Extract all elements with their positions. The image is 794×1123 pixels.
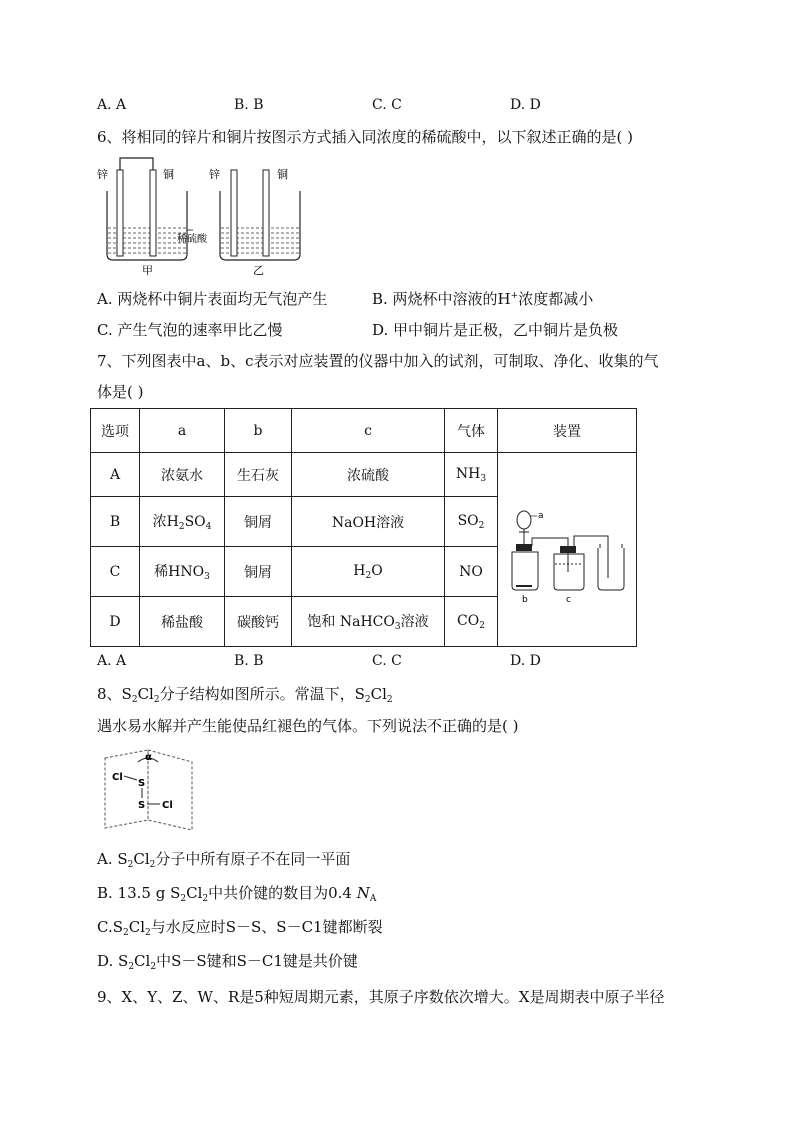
q8-b-na-sub: A — [369, 894, 377, 904]
label-alpha: α — [145, 752, 152, 763]
q8-stem-line2: 遇水易水解并产生能使品红褪色的气体。下列说法不正确的是( ) — [97, 717, 519, 735]
row-a-reagent-b: 生石灰 — [225, 453, 292, 497]
q5-option-c: C. C — [372, 97, 402, 113]
q8-d-post: 中S－S键和S－C1键是共价键 — [156, 952, 358, 970]
label-cl-2: Cl — [162, 800, 173, 811]
q8-option-d — [97, 950, 358, 972]
q8-b-sub1: 2 — [180, 894, 187, 904]
label-yi: 乙 — [253, 264, 264, 277]
q8-option-b — [97, 882, 376, 904]
q6-option-d: D. 甲中铜片是正极，乙中铜片是负极 — [372, 321, 619, 339]
row-a-option: A — [91, 453, 140, 497]
q8-l1-sub1: 2 — [131, 695, 138, 705]
header-apparatus: 装置 — [498, 409, 637, 453]
label-copper-yi: 铜 — [277, 168, 288, 181]
q8-c-sub2: 2 — [145, 928, 151, 938]
q8-a-cl: Cl — [133, 850, 150, 868]
row-c-reagent-c — [292, 547, 445, 597]
q6-stem: 6、将相同的锌片和铜片按图示方式插入同浓度的稀硫酸中，以下叙述正确的是( ) — [97, 128, 634, 146]
row-b-reagent-c: NaOH溶液 — [292, 497, 445, 547]
row-c-reagent-b: 铜屑 — [225, 547, 292, 597]
q8-b-cl: Cl — [186, 884, 203, 902]
row-d-reagent-a: 稀盐酸 — [140, 597, 225, 647]
q8-c-cl: Cl — [128, 918, 146, 936]
row-c-option: C — [91, 547, 140, 597]
q8-b-mid: 中共价键的数目为0.4 — [208, 884, 357, 902]
q8-b-na: N — [356, 884, 370, 902]
q6-option-c: C. 产生气泡的速率甲比乙慢 — [97, 321, 283, 339]
q8-l1-cl: Cl — [137, 685, 154, 703]
label-zinc-yi: 锌 — [209, 168, 220, 181]
row-c-a-part1: 稀HNO — [154, 564, 205, 580]
q8-a-sub1: 2 — [127, 860, 134, 870]
row-d-c-sub: 3 — [394, 622, 401, 632]
q8-d-cl: Cl — [134, 952, 151, 970]
header-c: c — [292, 409, 445, 453]
q8-l1-cl2: Cl — [370, 685, 387, 703]
label-jia: 甲 — [142, 264, 153, 277]
q8-c-post: 与水反应时S－S、S－C1键都断裂 — [150, 918, 383, 936]
q8-b-sub2: 2 — [202, 894, 209, 904]
q8-l1-mid: 分子结构如图所示。常温下，S — [159, 685, 365, 703]
q7-option-d: D. D — [510, 653, 541, 669]
row-c-gas: NO — [445, 547, 498, 597]
row-d-option: D — [91, 597, 140, 647]
apparatus-label-a: a — [538, 510, 544, 521]
q6-option-b — [372, 288, 593, 309]
s2cl2-structure-figure — [100, 748, 200, 836]
row-a-gas-sub: 3 — [480, 473, 487, 484]
q8-d-pre: D. S — [97, 952, 129, 970]
q8-l1-a: 8、S — [97, 685, 132, 703]
row-b-gas-sub: 2 — [478, 520, 485, 531]
row-a-gas-formula: NH — [455, 465, 481, 482]
row-b-gas — [445, 497, 498, 547]
q8-option-a — [97, 848, 350, 870]
header-a: a — [140, 409, 225, 453]
label-s-1: S — [138, 778, 146, 789]
label-copper-jia: 铜 — [163, 168, 174, 181]
row-d-c-part1: 饱和 NaHCO — [307, 614, 395, 630]
row-c-c-part1: H — [353, 562, 366, 579]
q6-option-b-suffix: 浓度都减小 — [518, 290, 594, 308]
q5-option-d: D. D — [510, 97, 541, 113]
apparatus-label-b: b — [522, 594, 528, 605]
q6-option-b-prefix: B. 两烧杯中溶液的H — [372, 290, 511, 308]
row-d-gas-formula: CO — [457, 612, 480, 629]
row-b-a-sub1: 2 — [178, 522, 185, 532]
table-row — [91, 453, 637, 497]
row-b-option: B — [91, 497, 140, 547]
label-zinc-jia: 锌 — [97, 168, 108, 181]
q8-l1-sub3: 2 — [364, 695, 371, 705]
row-b-a-part2: SO — [184, 514, 206, 530]
row-d-reagent-b: 碳酸钙 — [225, 597, 292, 647]
q8-c-sub1: 2 — [123, 928, 129, 938]
row-b-reagent-b: 铜屑 — [225, 497, 292, 547]
q8-stem-line1 — [97, 683, 393, 705]
q6-option-b-sup: + — [510, 291, 519, 301]
q6-option-a: A. 两烧杯中铜片表面均无气泡产生 — [97, 290, 328, 308]
header-b: b — [225, 409, 292, 453]
row-d-gas — [445, 597, 498, 647]
q8-b-pre: B. 13.5 g S — [97, 884, 181, 902]
row-d-c-part2: 溶液 — [400, 614, 429, 630]
q8-a-post: 分子中所有原子不在同一平面 — [155, 850, 351, 868]
q9-stem: 9、X、Y、Z、W、R是5种短周期元素，其原子序数依次增大。X是周期表中原子半径 — [97, 988, 665, 1006]
row-b-a-sub2: 4 — [205, 522, 212, 532]
row-a-reagent-c: 浓硫酸 — [292, 453, 445, 497]
table-header-row — [91, 409, 637, 453]
q7-stem-line1: 7、下列图表中a、b、c表示对应装置的仪器中加入的试剂，可制取、净化、收集的气 — [97, 352, 659, 370]
row-b-a-part1: 浓H — [152, 514, 179, 530]
label-s-2: S — [138, 800, 146, 811]
q5-option-a: A. A — [97, 97, 127, 113]
row-c-a-sub1: 3 — [204, 572, 210, 582]
row-d-reagent-c — [292, 597, 445, 647]
q6-beaker-figure — [95, 156, 310, 278]
row-c-c-part2: O — [371, 562, 383, 579]
apparatus-figure — [502, 498, 632, 605]
q7-stem-line2: 体是( ) — [97, 383, 144, 401]
beaker-jia — [107, 158, 187, 260]
q8-option-c — [97, 916, 383, 938]
q8-a-sub2: 2 — [149, 860, 156, 870]
row-c-reagent-a — [140, 547, 225, 597]
label-dilute-acid: 稀硫酸 — [177, 234, 207, 245]
q8-l1-sub2: 2 — [153, 695, 160, 705]
apparatus-label-c: c — [566, 594, 571, 605]
q8-d-sub1: 2 — [128, 962, 135, 972]
row-a-reagent-a: 浓氨水 — [140, 453, 225, 497]
apparatus-cell — [498, 453, 637, 647]
header-option: 选项 — [91, 409, 140, 453]
q7-option-b: B. B — [234, 653, 264, 669]
q7-option-a: A. A — [97, 653, 127, 669]
q5-option-b: B. B — [234, 97, 264, 113]
header-gas: 气体 — [445, 409, 498, 453]
beaker-yi — [220, 170, 300, 260]
row-d-gas-sub: 2 — [479, 620, 485, 631]
q8-l1-sub4: 2 — [386, 695, 393, 705]
q7-reagent-table — [90, 408, 637, 647]
q7-option-c: C. C — [372, 653, 402, 669]
q8-c-pre: C.S — [97, 918, 123, 936]
q8-d-sub2: 2 — [150, 962, 157, 972]
label-cl-1: Cl — [112, 772, 123, 783]
row-b-reagent-a — [140, 497, 225, 547]
row-a-gas — [445, 453, 498, 497]
q8-a-pre: A. S — [97, 850, 128, 868]
row-b-gas-formula: SO — [457, 512, 479, 529]
row-c-c-sub: 2 — [365, 570, 372, 581]
